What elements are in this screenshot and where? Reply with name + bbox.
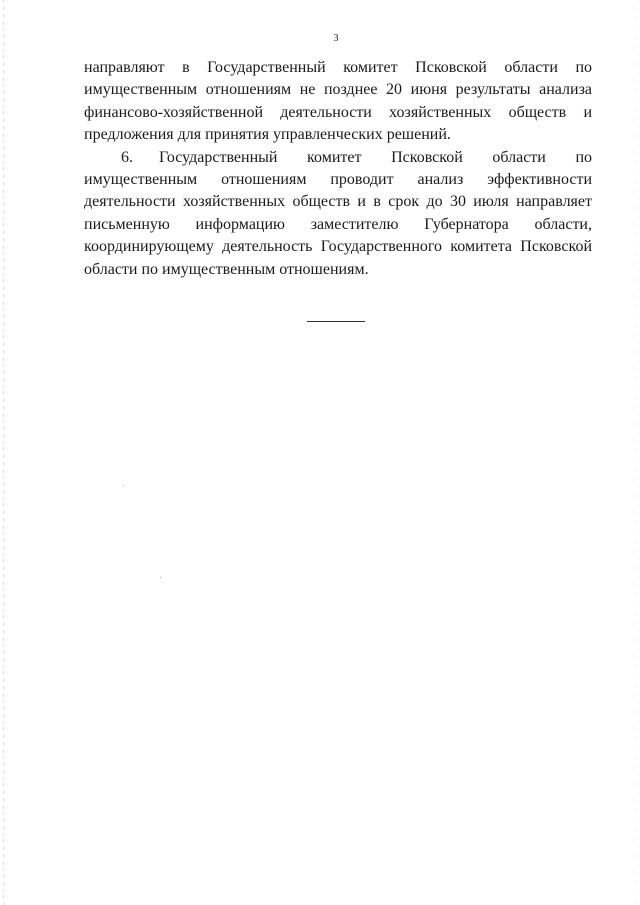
paragraph-continuation: направляют в Государственный комитет Псковской области по имущественным отношениям не позднее 20 июня результаты анализа финансово-хозяйственной деятельности хозяйственных обществ и предложения для принятия управленческих решений.: [84, 59, 592, 144]
paragraph-6-text: Государственный комитет Псковской области по имущественным отношениям проводит анализ эффективности деятельности хозяйственных обществ и в срок до 30 июля направляет письменную информацию заместителю Губернатора области, координирующему деятельность Государственного комитета Псковской области по имущественным отношениям.: [84, 148, 592, 278]
scan-speck: [160, 577, 161, 578]
scan-speck: [123, 485, 124, 486]
document-body: [84, 57, 592, 281]
end-of-document-rule: [307, 321, 365, 322]
scan-edge-right: [637, 0, 638, 905]
paragraph-6-number: 6.: [121, 148, 133, 166]
scan-edge-left: [3, 0, 4, 905]
page-number: 3: [333, 33, 339, 44]
paragraph-6: [84, 147, 592, 281]
